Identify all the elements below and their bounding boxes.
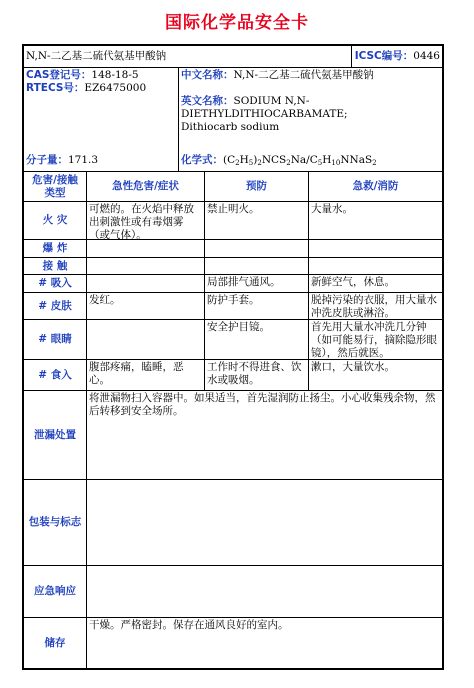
section-packaging-label: 包装与标志 xyxy=(24,480,87,566)
safety-card xyxy=(22,44,444,670)
row-fire-prevention: 禁止明火。 xyxy=(205,202,309,240)
row-skin-symptoms: 发红。 xyxy=(87,293,205,320)
row-eyes-symptoms xyxy=(87,320,205,360)
en-name-value-2: Dithiocarb sodium xyxy=(181,121,280,133)
row-skin-prevention: 防护手套。 xyxy=(205,293,309,320)
section-packaging-text xyxy=(87,480,442,566)
col-header-symptoms: 急性危害/症状 xyxy=(87,172,205,202)
formula-value: $(C_2H_5)_2NCS_2Na/C_5H_{10}NNaS_2$ xyxy=(223,154,377,167)
row-skin-first-aid: 脱掉污染的衣服，用大量水冲洗皮肤或淋浴。 xyxy=(309,293,442,320)
row-explosion-first-aid xyxy=(309,240,442,258)
row-ingestion-symptoms: 腹部疼痛，瞌睡，恶心。 xyxy=(87,360,205,391)
card-title: 国际化学品安全卡 xyxy=(165,13,309,33)
icsc-value: 0446 xyxy=(413,50,440,62)
mw-value: 171.3 xyxy=(68,154,99,166)
header-name xyxy=(24,46,352,68)
row-ingestion-first-aid: 漱口，大量饮水。 xyxy=(309,360,442,391)
section-emergency-label: 应急响应 xyxy=(24,566,87,618)
col-header-first-aid: 急救/消防 xyxy=(309,172,442,202)
row-inhalation-first-aid: 新鲜空气，休息。 xyxy=(309,275,442,293)
cas-value: 148-18-5 xyxy=(91,69,139,81)
row-explosion-symptoms xyxy=(87,240,205,258)
section-spill-label: 泄漏处置 xyxy=(24,391,87,480)
section-emergency-text xyxy=(87,566,442,618)
header-icsc xyxy=(352,46,442,68)
cn-name-value: N,N-二乙基二硫代氨基甲酸钠 xyxy=(233,69,374,81)
mw-label: 分子量： xyxy=(26,154,68,166)
en-name-label: 英文名称： xyxy=(181,95,234,107)
row-eyes-prevention: 安全护目镜。 xyxy=(205,320,309,360)
section-storage-label: 储存 xyxy=(24,618,87,668)
row-exposure-label: 接 触 xyxy=(24,258,87,275)
row-eyes-label: # 眼睛 xyxy=(24,320,87,360)
chemical-name: N,N-二乙基二硫代氨基甲酸钠 xyxy=(26,50,167,62)
row-fire-label: 火 灾 xyxy=(24,202,87,240)
row-explosion-label: 爆 炸 xyxy=(24,240,87,258)
row-ingestion-label: # 食入 xyxy=(24,360,87,391)
row-exposure-first-aid xyxy=(309,258,442,275)
row-inhalation-symptoms xyxy=(87,275,205,293)
section-storage-text: 干燥。严格密封。保存在通风良好的室内。 xyxy=(89,619,289,631)
row-exposure-symptoms xyxy=(87,258,205,275)
row-ingestion-prevention: 工作时不得进食、饮水或吸烟。 xyxy=(205,360,309,391)
row-fire-symptoms: 可燃的。在火焰中释放出刺激性或有毒烟雾（或气体）。 xyxy=(87,202,205,240)
cn-name-label: 中文名称： xyxy=(181,69,234,81)
formula-label: 化学式： xyxy=(181,154,223,166)
col-header-prevention: 预防 xyxy=(205,172,309,202)
section-spill-text: 将泄漏物扫入容器中。如果适当，首先湿润防止扬尘。小心收集残余物，然后转移到安全场所。 xyxy=(87,391,442,480)
cas-label: CAS登记号： xyxy=(26,69,92,81)
rtecs-label: RTECS号： xyxy=(26,82,85,94)
row-eyes-first-aid: 首先用大量水冲洗几分钟（如可能易行，摘除隐形眼镜），然后就医。 xyxy=(309,320,442,360)
row-inhalation-prevention: 局部排气通风。 xyxy=(205,275,309,293)
formula-cell xyxy=(179,150,442,172)
row-explosion-prevention xyxy=(205,240,309,258)
row-skin-label: # 皮肤 xyxy=(24,293,87,320)
rtecs-value: EZ6475000 xyxy=(84,82,147,94)
col-header-type: 危害/接触类型 xyxy=(24,172,87,202)
en-name-value: SODIUM N,N-DIETHYLDITHIOCARBAMATE; xyxy=(181,95,348,120)
row-exposure-prevention xyxy=(205,258,309,275)
row-fire-first-aid: 大量水。 xyxy=(309,202,442,240)
icsc-label: ICSC编号： xyxy=(354,50,414,62)
mw-cell xyxy=(24,150,179,172)
row-inhalation-label: # 吸入 xyxy=(24,275,87,293)
